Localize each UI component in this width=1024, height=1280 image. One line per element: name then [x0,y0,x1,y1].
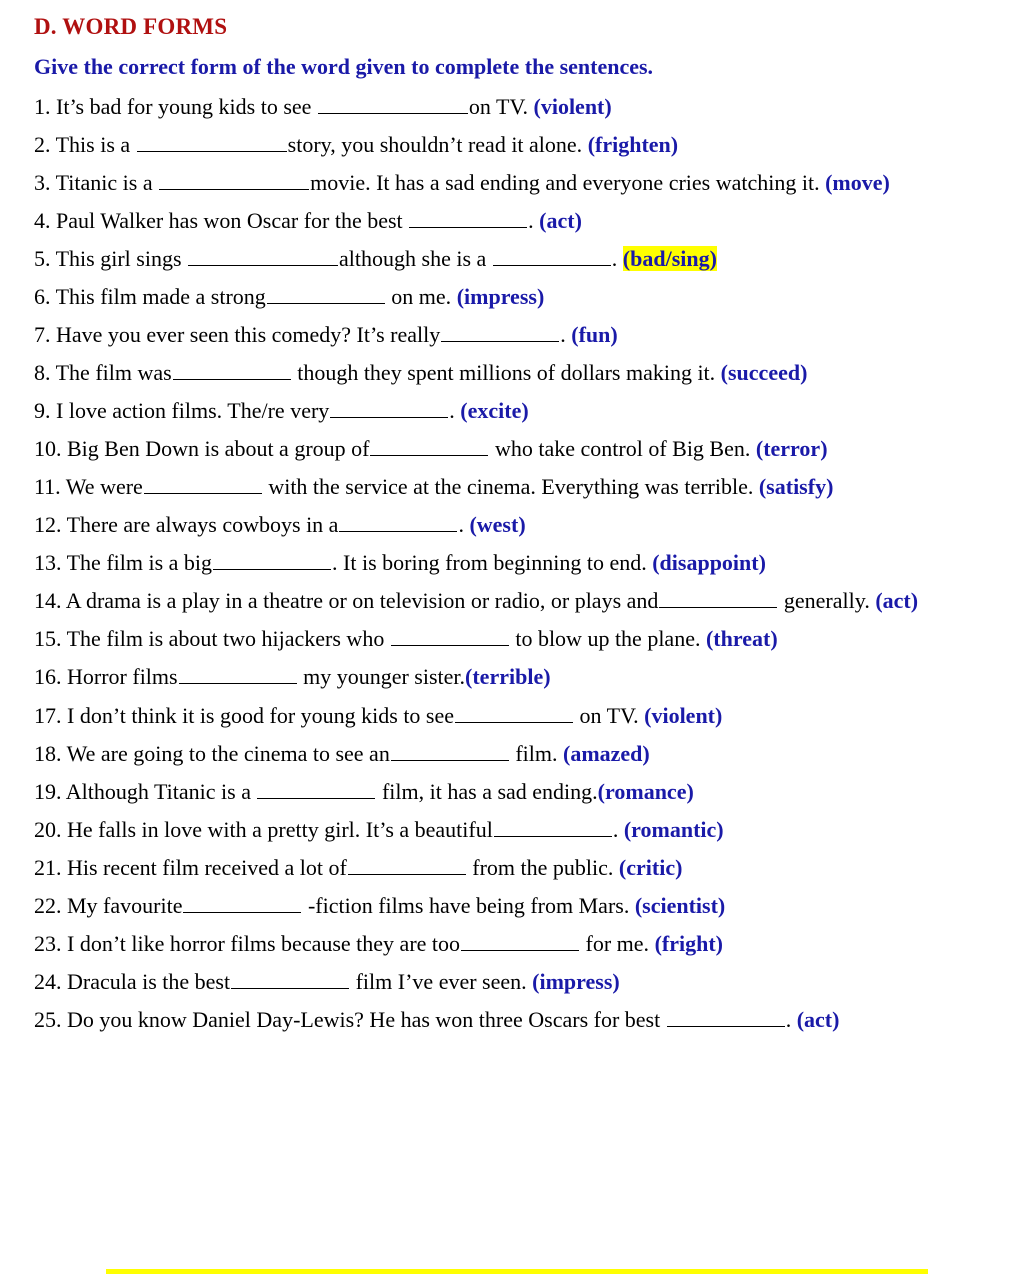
question-number: 15. [34,626,67,652]
answer-blank[interactable] [494,815,612,837]
question-item [34,1005,1002,1034]
question-item [34,130,1002,159]
question-item [34,929,1002,958]
question-list [34,92,1002,1034]
question-number: 5. [34,246,56,272]
question-text-after-blank: . [528,208,540,234]
question-item [34,815,1002,844]
question-number: 17. [34,702,67,728]
answer-blank[interactable] [659,587,777,609]
question-text-before-blank: This film made a strong [55,284,266,310]
question-number: 18. [34,740,67,766]
answer-blank[interactable] [409,206,527,228]
page-title: D. WORD FORMS [34,14,228,39]
question-text-before-blank: The film is a big [66,550,213,576]
question-item [34,358,1002,387]
question-text-before-blank: It’s bad for young kids to see [56,94,317,119]
word-cue: (satisfy) [758,474,834,500]
question-number: 19. [34,778,66,804]
word-cue: (succeed) [720,360,808,386]
word-cue: (romance) [597,778,694,804]
question-number: 12. [34,512,67,538]
question-item [34,396,1002,425]
question-text-before-blank: I don’t think it is good for young kids to see [67,702,455,728]
answer-blank[interactable] [213,548,331,570]
question-text-before-blank: Dracula is the best [67,968,231,994]
question-text-middle: although she is a [339,246,492,272]
word-cue: (threat) [705,626,778,652]
question-item [34,739,1002,768]
word-cue: (terror) [755,436,828,462]
word-cue: (act) [796,1006,840,1032]
word-cue: (excite) [460,398,529,424]
answer-blank[interactable] [257,777,375,799]
answer-blank[interactable] [231,967,349,989]
question-item [34,206,1002,235]
word-cue: (fun) [571,322,618,348]
question-item [34,701,1002,730]
word-cue: (fright) [654,930,723,956]
question-item [34,662,1002,691]
question-number: 8. [34,360,56,386]
question-item [34,624,1002,653]
question-text-after-blank: . It is boring from beginning to end. [332,550,653,576]
question-number: 11. [34,474,66,500]
question-text-after-blank: generally. [778,588,876,614]
question-item [34,548,1002,577]
question-number: 16. [34,664,67,690]
question-text-after-blank: on me. [385,284,457,310]
question-text-after-blank: who take control of Big Ben. [489,436,756,462]
question-item [34,244,1002,273]
answer-blank[interactable] [183,891,301,913]
word-cue: (disappoint) [652,550,766,576]
question-item [34,168,1002,197]
word-cue: (terrible) [465,664,551,690]
question-number: 7. [34,322,56,348]
question-text-before-blank: I love action films. The/re very [56,398,330,424]
question-item [34,92,1002,121]
question-text-after-blank: . [458,512,470,538]
question-number: 6. [34,284,56,310]
question-text-before-blank: This is a [55,132,136,158]
question-number: 22. [34,892,67,918]
question-item [34,586,1002,615]
question-item [34,282,1002,311]
question-text-after-blank: my younger sister. [297,664,466,690]
question-text-before-blank: Big Ben Down is about a group of [67,436,370,462]
question-text-before-blank: Do you know Daniel Day-Lewis? He has won three Oscars for best [67,1006,666,1032]
question-text-after-blank: story, you shouldn’t read it alone. [287,132,588,158]
answer-blank[interactable] [318,92,468,114]
answer-blank[interactable] [455,701,573,723]
question-text-after-blank: on TV. [468,94,534,119]
word-cue: (impress) [532,968,620,994]
question-text-after-blank: from the public. [466,854,619,880]
question-text-after-blank: with the service at the cinema. Everything was terrible. [262,474,759,500]
question-item [34,320,1002,349]
word-cue: (west) [469,512,526,538]
question-text-after-blank: . [612,816,624,842]
instruction-text: Give the correct form of the word given to complete the sentences. [34,54,654,79]
question-text-after-blank: though they spent millions of dollars making it. [291,360,721,386]
highlight-bar [106,1269,928,1274]
word-cue: (bad/sing) [622,246,717,272]
question-text-before-blank: We were [65,474,143,500]
word-cue: (scientist) [634,892,726,918]
question-text-before-blank: The film was [55,360,172,386]
question-text-before-blank: The film is about two hijackers who [66,626,390,652]
question-text-after-blank: -fiction films have being from Mars. [302,892,635,918]
question-text-after-blank: on TV. [574,702,645,728]
question-number: 21. [34,854,67,880]
question-item [34,510,1002,539]
question-text-after-blank: film, it has a sad ending. [376,778,598,804]
question-text-before-blank: This girl sings [55,246,188,272]
word-cue: (amazed) [563,740,650,766]
question-text-before-blank: A drama is a play in a theatre or on television or radio, or plays and [65,588,659,614]
question-text-after-blank: . [560,322,572,348]
word-cue: (romantic) [623,816,724,842]
answer-blank[interactable] [461,929,579,951]
question-text-before-blank: I don’t like horror films because they are too [67,930,461,956]
question-number: 20. [34,816,67,842]
answer-blank[interactable] [441,320,559,342]
word-cue: (move) [825,170,890,196]
question-number: 1. [34,94,56,119]
answer-blank[interactable] [348,853,466,875]
answer-blank[interactable] [144,472,262,494]
question-item [34,967,1002,996]
question-text-after-blank: film I’ve ever seen. [350,968,533,994]
answer-blank[interactable] [391,739,509,761]
question-item [34,777,1002,806]
word-cue: (critic) [618,854,683,880]
question-number: 23. [34,930,67,956]
answer-blank[interactable] [667,1005,785,1027]
question-number: 14. [34,588,66,614]
answer-blank[interactable] [493,244,611,266]
question-text-after-blank: to blow up the plane. [509,626,706,652]
question-text-before-blank: Have you ever seen this comedy? It’s really [56,322,441,348]
word-cue: (act) [539,208,582,234]
question-text-after-blank: for me. [580,930,655,956]
question-number: 25. [34,1006,67,1032]
word-cue: (impress) [456,284,545,310]
question-text-after-blank: film. [509,740,563,766]
question-number: 10. [34,436,67,462]
answer-blank[interactable] [173,358,291,380]
word-cue: (violent) [644,702,723,728]
question-item [34,472,1002,501]
answer-blank[interactable] [391,625,509,647]
question-text-before-blank: My favourite [67,892,183,918]
word-cue: (violent) [533,94,612,119]
question-text-before-blank: We are going to the cinema to see an [66,740,390,766]
question-text-after-blank: . [785,1006,797,1032]
question-number: 24. [34,968,67,994]
question-text-before-blank: There are always cowboys in a [66,512,339,538]
question-text-after-blank: movie. It has a sad ending and everyone cries watching it. [310,170,826,196]
answer-blank[interactable] [188,244,338,266]
question-text-after-blank: . [449,398,461,424]
word-cue: (frighten) [587,132,679,158]
question-number: 3. [34,170,56,196]
question-item [34,434,1002,463]
question-number: 13. [34,550,67,576]
question-text-after-blank: . [611,246,623,272]
question-text-before-blank: Although Titanic is a [65,778,257,804]
answer-blank[interactable] [330,396,448,418]
question-text-before-blank: He falls in love with a pretty girl. It’s a beautiful [67,816,493,842]
answer-blank[interactable] [179,663,297,685]
question-text-before-blank: Paul Walker has won Oscar for the best [56,208,409,234]
question-number: 2. [34,132,56,158]
word-cue: (act) [875,588,919,614]
answer-blank[interactable] [267,282,385,304]
answer-blank[interactable] [159,168,309,190]
question-text-before-blank: His recent film received a lot of [67,854,347,880]
answer-blank[interactable] [370,434,488,456]
question-text-before-blank: Titanic is a [55,170,159,196]
question-text-before-blank: Horror films [67,664,178,690]
question-item [34,853,1002,882]
answer-blank[interactable] [339,510,457,532]
question-item [34,891,1002,920]
answer-blank[interactable] [137,130,287,152]
question-number: 9. [34,398,56,424]
question-number: 4. [34,208,56,234]
